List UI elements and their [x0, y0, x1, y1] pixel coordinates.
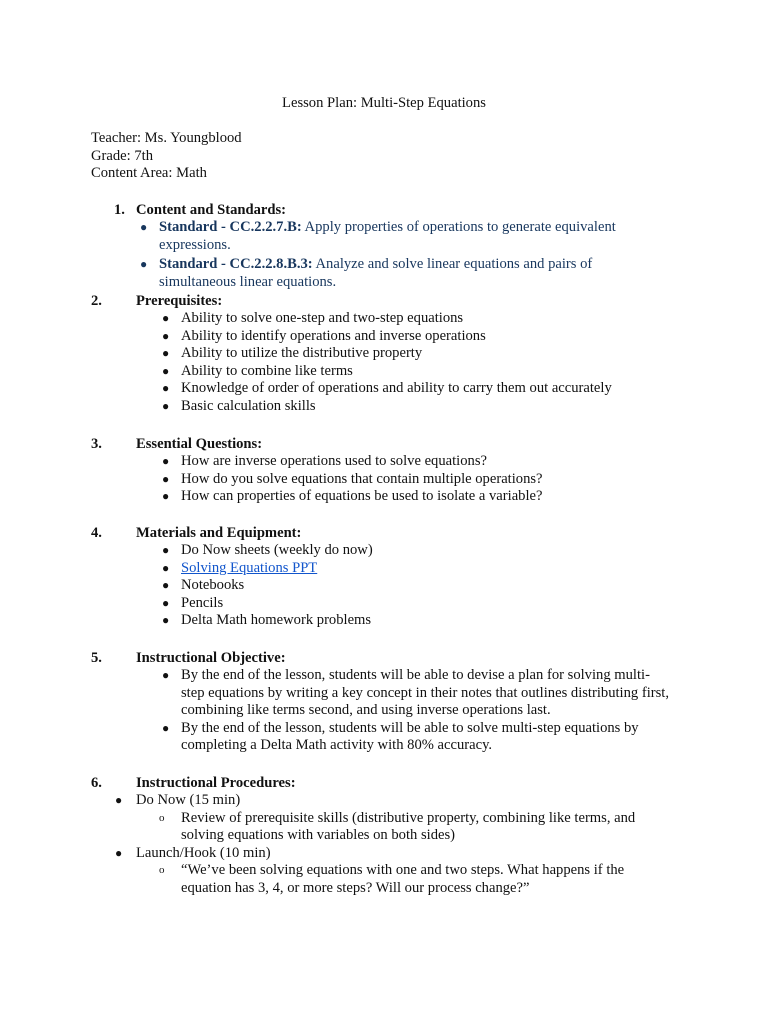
- list-item: [0, 488, 768, 506]
- section-materials: [0, 524, 768, 630]
- list-item-text: Ability to combine like terms: [181, 362, 353, 379]
- section-heading: [0, 435, 768, 453]
- teacher-line: Teacher: Ms. Youngblood: [91, 130, 242, 146]
- list-item: [0, 471, 768, 489]
- section-heading: [0, 774, 768, 792]
- section-procedures: [0, 774, 768, 898]
- list-item: [0, 453, 768, 471]
- bullet-icon: ●: [162, 595, 170, 610]
- section-title: Prerequisites:: [136, 293, 223, 309]
- bullet-icon: ●: [162, 543, 170, 557]
- bullet-icon: ●: [162, 398, 170, 413]
- list-item-text: Do Now (15 min): [136, 792, 241, 808]
- list-item-text: By the end of the lesson, students will be able to solve multi-step equations by completing a Delta Math activity with 80% accuracy.: [181, 719, 639, 754]
- list-item-text: Delta Math homework problems: [181, 612, 372, 629]
- questions-list: [0, 453, 768, 506]
- section-number: 3.: [91, 436, 102, 452]
- document-title: Lesson Plan: Multi-Step Equations: [282, 95, 486, 111]
- bullet-icon: ●: [115, 845, 123, 860]
- list-item: [0, 363, 768, 381]
- list-item: [0, 577, 768, 595]
- section-title: Materials and Equipment:: [136, 525, 302, 541]
- sub-list: [0, 862, 768, 897]
- bullet-icon: ●: [162, 471, 170, 486]
- sub-list-item-text: “We’ve been solving equations with one and two steps. What happens if the equation has 3, 4, or more steps? Will our process change?”: [181, 862, 625, 896]
- section-number: 6.: [91, 775, 102, 791]
- section-title: Essential Questions:: [136, 436, 263, 452]
- standards-list: [0, 219, 768, 291]
- bullet-icon: ●: [162, 346, 170, 361]
- section-content-standards: [0, 201, 768, 293]
- list-item: [0, 256, 768, 291]
- bullet-icon: ●: [162, 454, 170, 468]
- list-item: [0, 310, 768, 328]
- list-item-text: Knowledge of order of operations and ability to carry them out accurately: [181, 380, 612, 397]
- standard-text: Analyze and solve linear equations and pairs of simultaneous linear equations.: [159, 256, 593, 290]
- bullet-icon: ●: [162, 363, 170, 378]
- section-prerequisites: [0, 292, 768, 416]
- list-item-text: Do Now sheets (weekly do now): [181, 542, 373, 558]
- list-item: [0, 595, 768, 613]
- bullet-icon: ●: [162, 328, 170, 343]
- list-item: [0, 612, 768, 630]
- section-essential-questions: [0, 435, 768, 506]
- sub-list-item-text: Review of prerequisite skills (distributive property, combining like terms, and solving equations with variables on both sides): [181, 809, 636, 844]
- list-item: [0, 328, 768, 346]
- section-number: 1.: [114, 202, 125, 218]
- section-heading: [0, 292, 768, 310]
- list-item: [0, 845, 768, 898]
- list-item: [0, 345, 768, 363]
- procedures-list: [0, 792, 768, 898]
- list-item: [0, 792, 768, 845]
- bullet-icon: ●: [140, 220, 148, 234]
- section-heading: [0, 649, 768, 667]
- sub-list: [0, 810, 768, 845]
- content-area-line: Content Area: Math: [91, 165, 207, 182]
- bullet-icon: ●: [162, 381, 170, 396]
- list-item-text: Ability to solve one-step and two-step equations: [181, 310, 464, 326]
- standard-label: Standard - CC.2.2.8.B.3:: [159, 256, 313, 273]
- solving-equations-ppt-link[interactable]: Solving Equations PPT: [181, 559, 318, 576]
- standard-text: Apply properties of operations to generate equivalent expressions.: [159, 219, 616, 253]
- list-item-text: How are inverse operations used to solve equations?: [181, 453, 487, 469]
- list-item: [0, 380, 768, 398]
- list-item: [0, 542, 768, 560]
- lesson-meta: [91, 130, 242, 183]
- section-number: 2.: [91, 293, 102, 309]
- section-number: 4.: [91, 525, 102, 541]
- objectives-list: [0, 667, 768, 755]
- bullet-icon: ●: [115, 793, 123, 807]
- list-item-text: Launch/Hook (10 min): [136, 844, 271, 861]
- list-item: [0, 398, 768, 416]
- prerequisites-list: [0, 310, 768, 416]
- list-item-text: Pencils: [181, 594, 224, 611]
- list-item-text: By the end of the lesson, students will be able to devise a plan for solving multi-step equations by writing a key concept in their notes that outlines distributing first, combining like terms second, and using inverse operations last.: [181, 667, 669, 719]
- list-item-text: Notebooks: [181, 577, 245, 594]
- section-heading: [0, 524, 768, 542]
- hollow-bullet-icon: o: [159, 811, 165, 824]
- list-item: [0, 560, 768, 578]
- section-objective: [0, 649, 768, 755]
- list-item-text: Ability to utilize the distributive property: [181, 345, 423, 362]
- bullet-icon: ●: [162, 311, 170, 325]
- list-item-text: Ability to identify operations and inverse operations: [181, 327, 486, 344]
- list-item: [0, 667, 768, 720]
- section-title: Content and Standards:: [136, 202, 287, 218]
- bullet-icon: ●: [162, 560, 170, 575]
- bullet-icon: ●: [162, 489, 170, 504]
- section-number: 5.: [91, 650, 102, 666]
- bullet-icon: ●: [162, 578, 170, 593]
- list-item-text: Basic calculation skills: [181, 397, 316, 414]
- standard-label: Standard - CC.2.2.7.B:: [159, 219, 302, 235]
- list-item: [0, 219, 768, 254]
- list-item-text: How can properties of equations be used to isolate a variable?: [181, 488, 543, 505]
- list-item: [0, 720, 768, 755]
- bullet-icon: ●: [162, 720, 170, 735]
- materials-list: [0, 542, 768, 630]
- sub-list-item: [0, 810, 768, 845]
- sub-list-item: [0, 862, 768, 897]
- bullet-icon: ●: [162, 613, 170, 628]
- section-heading: [0, 201, 768, 219]
- bullet-icon: ●: [162, 668, 170, 682]
- bullet-icon: ●: [140, 257, 148, 272]
- section-title: Instructional Objective:: [136, 650, 286, 666]
- list-item-text: How do you solve equations that contain multiple operations?: [181, 470, 543, 487]
- section-title: Instructional Procedures:: [136, 775, 296, 791]
- grade-line: Grade: 7th: [91, 147, 154, 164]
- hollow-bullet-icon: o: [159, 864, 165, 877]
